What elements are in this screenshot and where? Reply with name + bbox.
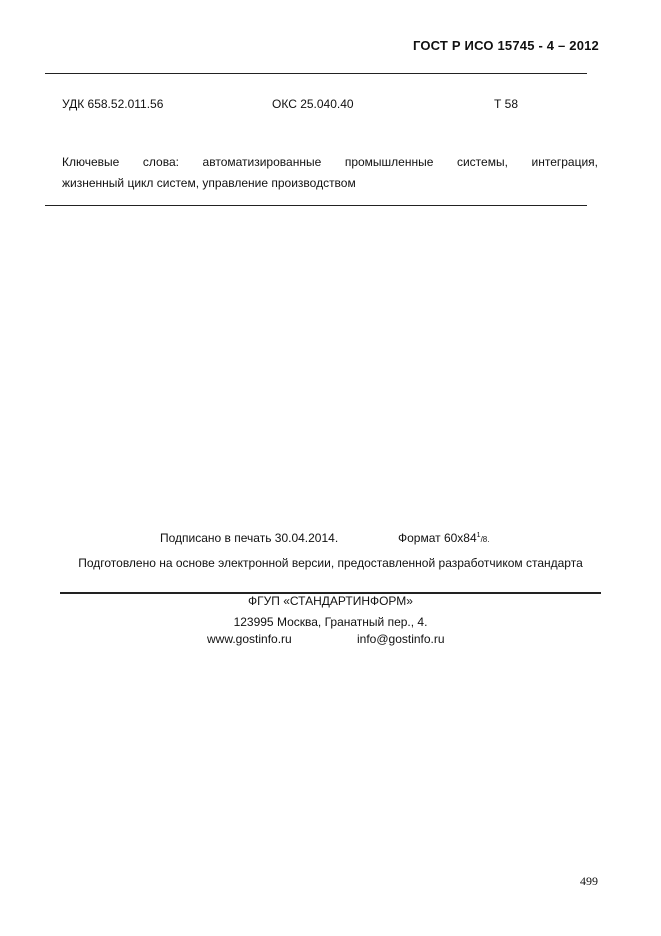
format-denominator: /8. bbox=[480, 535, 490, 544]
keywords-line-1: Ключевые слова: автоматизированные промышленные системы, интеграция, bbox=[62, 155, 598, 169]
keywords-block bbox=[62, 152, 598, 194]
page-number: 499 bbox=[580, 874, 598, 888]
website-link[interactable]: www.gostinfo.ru bbox=[207, 632, 292, 646]
format-prefix: Формат 60x84 bbox=[398, 531, 477, 545]
standard-title: ГОСТ Р ИСО 15745 - 4 – 2012 bbox=[412, 38, 599, 53]
publisher-name: ФГУП «СТАНДАРТИНФОРМ» bbox=[248, 594, 413, 608]
format-numerator: 1 bbox=[476, 532, 481, 539]
oks-code: ОКС 25.040.40 bbox=[272, 97, 354, 111]
udk-code: УДК 658.52.011.56 bbox=[62, 97, 164, 111]
keywords-divider bbox=[45, 205, 587, 206]
signed-date: Подписано в печать 30.04.2014. bbox=[160, 531, 339, 545]
paper-format bbox=[398, 531, 489, 545]
keywords-line-2: жизненный цикл систем, управление производством bbox=[62, 176, 356, 190]
email-link[interactable]: info@gostinfo.ru bbox=[357, 632, 445, 646]
publisher-address: 123995 Москва, Гранатный пер., 4. bbox=[233, 615, 428, 629]
prepared-note: Подготовлено на основе электронной версии, предоставленной разработчиком стандарта bbox=[78, 556, 583, 570]
t-code: Т 58 bbox=[494, 97, 519, 111]
top-divider bbox=[45, 73, 587, 74]
